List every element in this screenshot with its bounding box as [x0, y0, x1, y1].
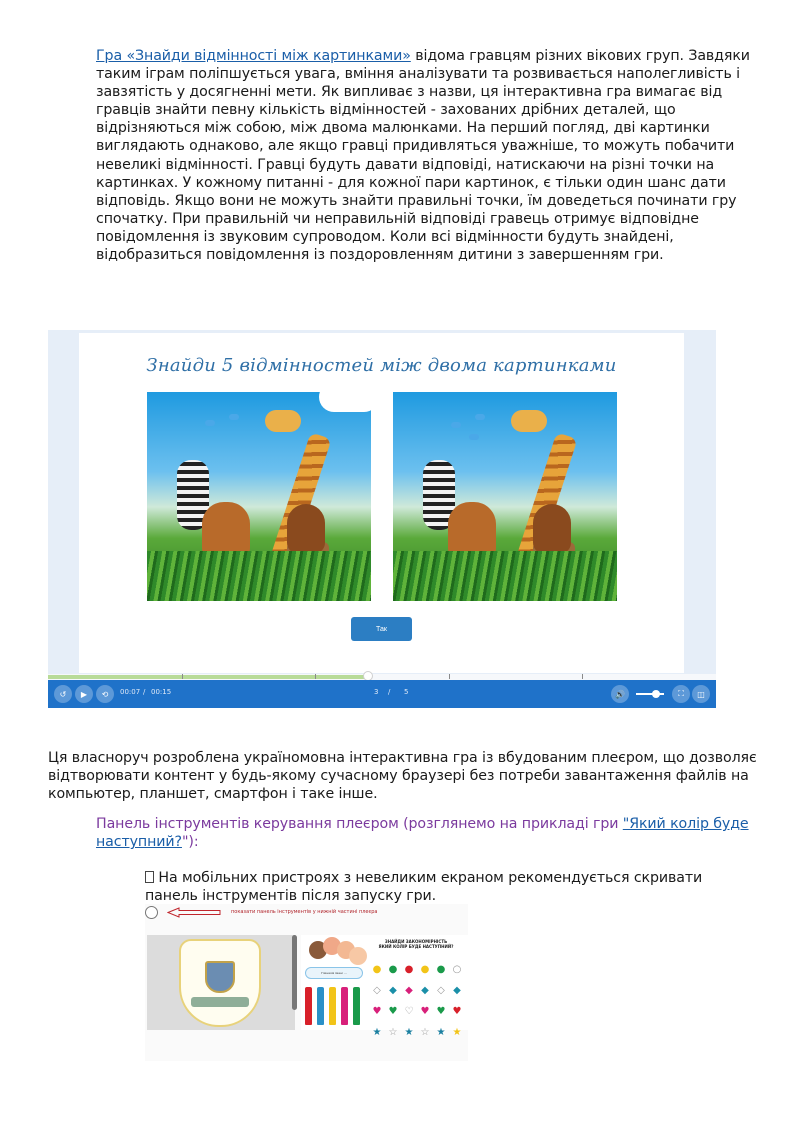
answer-button[interactable]: Так	[351, 617, 412, 641]
kid-face	[349, 947, 367, 965]
grass	[393, 551, 617, 601]
slide-separator: /	[388, 688, 391, 696]
sidebar-toggle-icon[interactable]: ◫	[692, 685, 710, 703]
fullscreen-icon[interactable]: ⛶	[672, 685, 690, 703]
intro-paragraph	[96, 47, 756, 264]
monkey	[287, 504, 325, 554]
giraffe-head	[265, 410, 301, 432]
grid-row	[369, 1020, 465, 1041]
pencil-icon	[305, 987, 312, 1025]
slide-marker	[449, 674, 450, 679]
pencil-icon	[317, 987, 324, 1025]
grid-cell: ♥	[452, 1006, 462, 1017]
school-crest-panel	[147, 935, 295, 1030]
cloud	[319, 392, 371, 412]
time-current: 00:07	[120, 688, 141, 696]
tip-text: На мобільних пристроях з невеликим екраном рекомендується скривати панель інструментів після запуску гри.	[145, 870, 703, 905]
color-game-title	[367, 939, 465, 949]
grid-cell: ◇	[437, 985, 445, 996]
giraffe-head	[511, 410, 547, 432]
control-bar	[48, 680, 716, 708]
ribbon	[191, 997, 249, 1007]
grid-cell: ♥	[420, 1006, 430, 1017]
toolbar-intro-paragraph	[96, 815, 756, 851]
slide-current: 3	[374, 688, 379, 696]
player-stage	[79, 333, 684, 673]
picture-left[interactable]	[147, 392, 371, 601]
pencil-icon	[341, 987, 348, 1025]
grid-cell: ◆	[389, 985, 397, 996]
arrow-left-icon	[167, 907, 221, 918]
bird	[475, 414, 485, 420]
trident-shield-icon	[205, 961, 235, 993]
grass	[147, 551, 371, 601]
slide-marker	[182, 674, 183, 679]
grid-cell: ●	[436, 964, 446, 975]
game-title: Знайди 5 відмінностей між двома картинками	[146, 355, 617, 376]
bird	[205, 420, 215, 426]
grid-cell: ☆	[388, 1027, 398, 1038]
grid-cell: ◆	[421, 985, 429, 996]
pencil-icon	[329, 987, 336, 1025]
toolbar-intro-text: Панель інструментів керування плеєром (розглянемо на прикладі гри	[96, 816, 623, 832]
color-game-preview	[301, 935, 468, 1038]
grid-cell: ◇	[373, 985, 381, 996]
title-line-1: ЗНАЙДИ ЗАКОНОМІРНІСТЬ	[384, 939, 448, 944]
slide-total: 5	[404, 688, 409, 696]
tip-paragraph	[145, 869, 755, 905]
grid-cell: ♥	[388, 1006, 398, 1017]
time-total: 00:15	[151, 688, 172, 696]
description-paragraph: Ця власноруч розроблена україномовна інтерактивна гра із вбудованим плеєром, що дозволяє відтворювати контент у будь-якому сучасному браузері без потреби завантаження файлів на компьютер, планшет, смартфон і таке інше.	[48, 750, 757, 803]
grid-cell: ○	[452, 964, 462, 975]
grid-cell: ☆	[420, 1027, 430, 1038]
scrollbar[interactable]	[292, 935, 297, 1010]
grid-row	[369, 978, 465, 999]
bird	[229, 414, 239, 420]
intro-text: відома гравцям різних вікових груп. Завдяки таким іграм поліпшується увага, вміння аналізувати та розвивається наполегливість і завзятість у досягненні мети. Як випливає з назви, ця інтерактивна гра вимагає від гравців знайти певну кількість відмінностей - захованих дрібних деталей, що відрізняються між собою, між двома малюнками. На перший погляд, дві картинки виглядають однаково, але якщо гравці придивляться уважніше, то можуть побачити невеликі відмінності. Гравці будуть давати відповіді, натискаючи на різні точки на картинках. У кожному питанні - для кожної пари картинок, є тільки один шанс дати відповідь. Якщо вони не можуть знайти правильні точки, їм доведеться починати гру спочатку. При правильній чи неправильній відповіді гравець отримує відповідне повідомлення із звуковим супроводом. Коли всі відмінности будуть знайдені, відобразиться повідомлення із поздоровленням дитини з завершенням гри.	[96, 48, 750, 264]
grid-cell: ★	[404, 1027, 414, 1038]
bullet-icon	[145, 871, 154, 883]
slide-marker	[582, 674, 583, 679]
grid-cell: ◆	[453, 985, 461, 996]
grid-cell: ●	[388, 964, 398, 975]
school-banner: Гімназія імені ...	[305, 967, 363, 979]
volume-thumb[interactable]	[652, 690, 660, 698]
grid-cell: ♡	[404, 1006, 414, 1017]
picture-right[interactable]	[393, 392, 617, 601]
grid-cell: ★	[436, 1027, 446, 1038]
color-game-link[interactable]: "Який колір буде наступний?	[96, 816, 749, 851]
progress-fill	[48, 675, 368, 679]
grid-cell: ●	[372, 964, 382, 975]
toolbar-toggle-radio[interactable]	[145, 906, 158, 919]
grid-cell: ★	[452, 1027, 462, 1038]
pattern-grid	[369, 957, 465, 1041]
play-icon[interactable]: ▶	[75, 685, 93, 703]
crest-icon	[179, 939, 261, 1027]
replay-icon[interactable]: ↺	[54, 685, 72, 703]
grid-cell: ●	[404, 964, 414, 975]
game-link[interactable]: Гра «Знайди відмінності між картинками»	[96, 48, 411, 64]
grid-cell: ◆	[405, 985, 413, 996]
toolbar-hint: показати панель інструментів у нижній частині плеєра	[231, 909, 378, 915]
rewind-icon[interactable]: ⟲	[96, 685, 114, 703]
kids-illustration	[307, 937, 363, 971]
grid-row	[369, 999, 465, 1020]
pencil-icon	[353, 987, 360, 1025]
monkey	[533, 504, 571, 554]
grid-cell: ♥	[436, 1006, 446, 1017]
toolbar-example-screenshot	[145, 904, 468, 1061]
game-player	[48, 330, 716, 708]
grid-cell: ♥	[372, 1006, 382, 1017]
volume-icon[interactable]: 🔊	[611, 685, 629, 703]
title-line-2: ЯКИЙ КОЛІР БУДЕ НАСТУПНИЙ?	[378, 944, 454, 949]
grid-cell: ★	[372, 1027, 382, 1038]
bird	[469, 434, 479, 440]
bird	[451, 422, 461, 428]
toolbar-intro-tail: "):	[181, 834, 199, 851]
grid-cell: ●	[420, 964, 430, 975]
time-separator: /	[143, 688, 146, 696]
grid-row	[369, 957, 465, 978]
slide-marker	[315, 674, 316, 679]
